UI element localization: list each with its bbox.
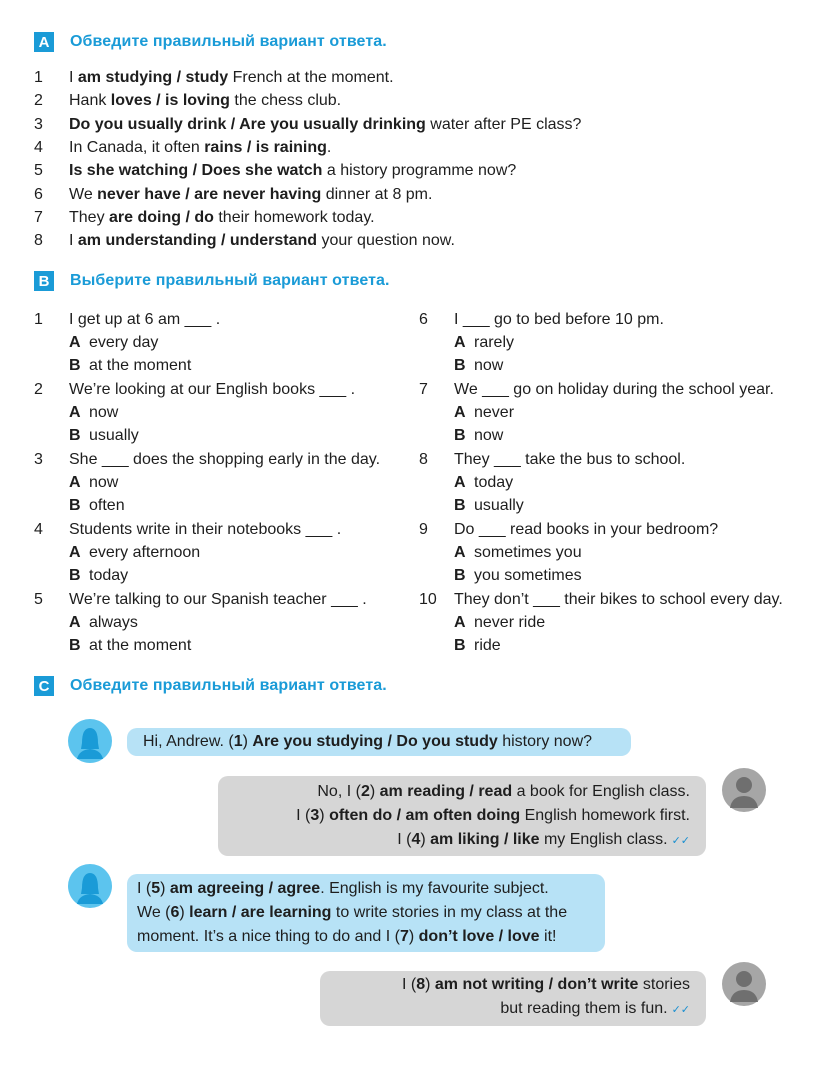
answer-option-a[interactable]: A always xyxy=(69,614,138,631)
question-number: 4 xyxy=(34,521,43,538)
question-number: 8 xyxy=(419,451,428,468)
question-text: We ___ go on holiday during the school year. xyxy=(454,381,774,398)
answer-option-b[interactable]: B usually xyxy=(69,427,139,444)
section-letter: A xyxy=(34,32,54,52)
list-item[interactable]: 7 They are doing / do their homework today. xyxy=(34,209,375,226)
read-tick-icon: ✓✓ xyxy=(671,1004,690,1016)
boy-avatar-icon xyxy=(722,768,766,812)
answer-option-b[interactable]: B today xyxy=(69,567,129,584)
answer-option-b[interactable]: B at the moment xyxy=(69,357,192,374)
question-item xyxy=(419,589,799,611)
list-item[interactable]: 5 Is she watching / Does she watch a history programme now? xyxy=(34,162,517,179)
question-number: 9 xyxy=(419,521,428,538)
question-item xyxy=(34,449,414,471)
answer-option-a[interactable]: A now xyxy=(69,404,119,421)
answer-option-a[interactable]: A now xyxy=(69,474,119,491)
question-text: She ___ does the shopping early in the day. xyxy=(69,451,381,468)
section-letter: C xyxy=(34,676,54,696)
answer-option-b[interactable]: B now xyxy=(454,427,504,444)
question-item xyxy=(34,589,414,611)
question-item xyxy=(34,519,414,541)
question-item xyxy=(419,309,799,331)
question-text: Do ___ read books in your bedroom? xyxy=(454,521,719,538)
question-text: We’re talking to our Spanish teacher ___ . xyxy=(69,591,367,608)
boy-avatar-icon xyxy=(722,962,766,1006)
question-item xyxy=(34,309,414,331)
list-item[interactable]: 4 In Canada, it often rains / is raining. xyxy=(34,139,332,156)
answer-option-a[interactable]: A today xyxy=(454,474,514,491)
section-title: Выберите правильный вариант ответа. xyxy=(70,272,390,289)
question-text: Students write in their notebooks ___ . xyxy=(69,521,342,538)
answer-option-a[interactable]: A every day xyxy=(69,334,159,351)
list-item[interactable]: 1 I am studying / study French at the moment. xyxy=(34,69,394,86)
chat-bubble-3[interactable]: I (5) am agreeing / agree. English is my favourite subject. We (6) learn / are learning to write stories in my class at the moment. It’s a nice thing to do and I (7) don’t love / love it! xyxy=(127,874,605,952)
answer-option-b[interactable]: B now xyxy=(454,357,504,374)
answer-option-a[interactable]: A rarely xyxy=(454,334,515,351)
question-number: 10 xyxy=(419,591,437,608)
question-number: 1 xyxy=(34,311,43,328)
question-item xyxy=(419,449,799,471)
list-item[interactable]: 6 We never have / are never having dinner at 8 pm. xyxy=(34,186,433,203)
girl-avatar-icon xyxy=(68,719,112,763)
question-text: They ___ take the bus to school. xyxy=(454,451,686,468)
question-item xyxy=(419,379,799,401)
section-b-header xyxy=(34,270,390,292)
section-letter: B xyxy=(34,271,54,291)
answer-option-b[interactable]: B you sometimes xyxy=(454,567,582,584)
answer-option-a[interactable]: A never ride xyxy=(454,614,546,631)
chat-bubble-2[interactable]: No, I (2) am reading / read a book for English class. I (3) often do / am often doing English homework first. I (4) am liking / like my English class. ✓✓ xyxy=(218,776,706,856)
question-text: We’re looking at our English books ___ . xyxy=(69,381,356,398)
question-number: 2 xyxy=(34,381,43,398)
question-item xyxy=(34,379,414,401)
answer-option-a[interactable]: A every afternoon xyxy=(69,544,201,561)
question-number: 3 xyxy=(34,451,43,468)
question-text: I get up at 6 am ___ . xyxy=(69,311,221,328)
section-a-header xyxy=(34,31,387,53)
section-c-header xyxy=(34,675,387,697)
question-number: 7 xyxy=(419,381,428,398)
list-item[interactable]: 2 Hank loves / is loving the chess club. xyxy=(34,92,342,109)
chat-bubble-4[interactable]: I (8) am not writing / don’t write stories but reading them is fun. ✓✓ xyxy=(320,971,706,1026)
question-text: They don’t ___ their bikes to school every day. xyxy=(454,591,783,608)
answer-option-b[interactable]: B at the moment xyxy=(69,637,192,654)
answer-option-a[interactable]: A never xyxy=(454,404,515,421)
question-item xyxy=(419,519,799,541)
chat-bubble-1[interactable]: Hi, Andrew. (1) Are you studying / Do you study history now? xyxy=(127,728,631,756)
question-number: 5 xyxy=(34,591,43,608)
question-number: 6 xyxy=(419,311,428,328)
list-item[interactable]: 8 I am understanding / understand your question now. xyxy=(34,232,455,249)
answer-option-a[interactable]: A sometimes you xyxy=(454,544,582,561)
section-title: Обведите правильный вариант ответа. xyxy=(70,33,387,50)
answer-option-b[interactable]: B often xyxy=(69,497,125,514)
girl-avatar-icon xyxy=(68,864,112,908)
answer-option-b[interactable]: B usually xyxy=(454,497,524,514)
answer-option-b[interactable]: B ride xyxy=(454,637,501,654)
list-item[interactable]: 3 Do you usually drink / Are you usually drinking water after PE class? xyxy=(34,116,582,133)
section-title: Обведите правильный вариант ответа. xyxy=(70,677,387,694)
question-text: I ___ go to bed before 10 pm. xyxy=(454,311,664,328)
read-tick-icon: ✓✓ xyxy=(671,835,690,847)
